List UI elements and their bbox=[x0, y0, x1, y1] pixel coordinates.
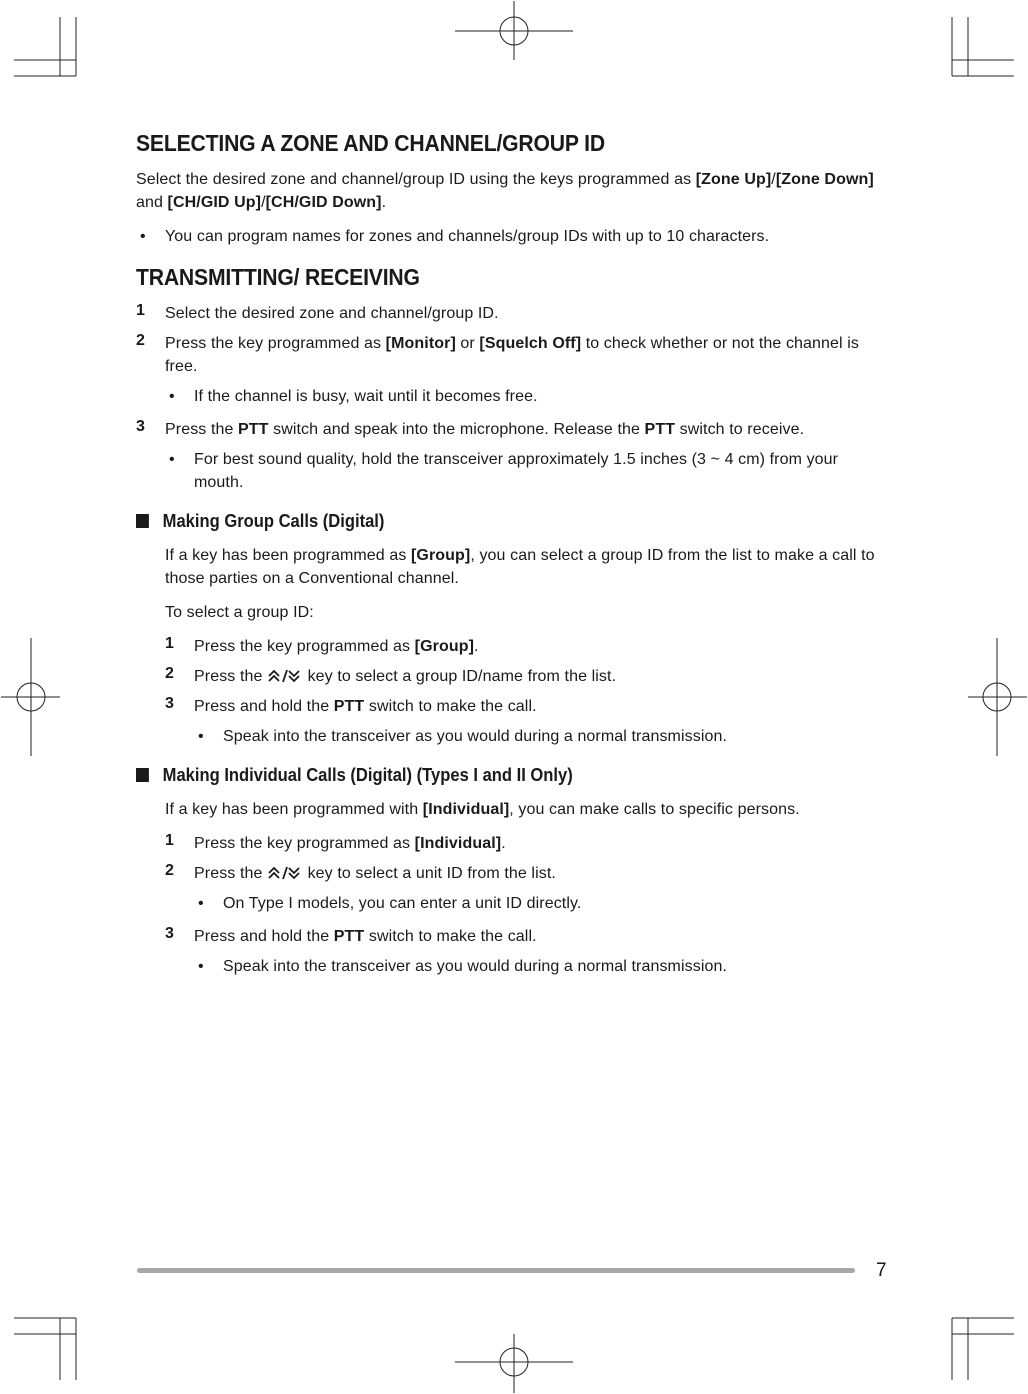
tx-step-3-bullet: • For best sound quality, hold the transceiver approximately 1.5 inches (3 ~ 4 cm) from your mouth. bbox=[165, 448, 881, 494]
tx-step-3: 3 Press the PTT switch and speak into the microphone. Release the PTT switch to receive. bbox=[136, 418, 805, 438]
up-down-arrows-icon bbox=[267, 866, 303, 880]
individual-step-2-bullet: • On Type I models, you can enter a unit ID directly. bbox=[194, 892, 881, 915]
group-step-3-bullet: • Speak into the transceiver as you would during a normal transmission. bbox=[194, 725, 881, 748]
individual-step-3-bullet: • Speak into the transceiver as you would during a normal transmission. bbox=[194, 955, 881, 978]
group-step-2: 2 Press the key to select a group ID/name from the list. bbox=[165, 665, 617, 685]
individual-calls-intro: If a key has been programmed with [Individual], you can make calls to specific persons. bbox=[165, 801, 800, 818]
zone-name-bullet: • You can program names for zones and channels/group IDs with up to 10 characters. bbox=[136, 225, 881, 248]
tx-step-2: 2 Press the key programmed as [Monitor] or [Squelch Off] to check whether or not the channel is free. bbox=[136, 332, 860, 375]
tx-step-1: 1 Select the desired zone and channel/group ID. bbox=[136, 302, 499, 322]
group-select-label: To select a group ID: bbox=[165, 604, 314, 621]
group-calls-intro: If a key has been programmed as [Group], you can select a group ID from the list to make a call to those parties on a Conventional channel. bbox=[165, 547, 875, 587]
group-calls-heading: Making Group Calls (Digital) bbox=[136, 508, 821, 534]
individual-calls-heading: Making Individual Calls (Digital) (Types I and II Only) bbox=[136, 762, 821, 788]
footer-rule bbox=[137, 1268, 855, 1273]
individual-step-1: 1 Press the key programmed as [Individual]. bbox=[165, 832, 506, 852]
section-heading-transmitting: TRANSMITTING/ RECEIVING bbox=[136, 264, 420, 290]
page-content bbox=[136, 128, 881, 988]
section-heading-zone-channel: SELECTING A ZONE AND CHANNEL/GROUP ID bbox=[136, 130, 605, 156]
square-bullet-icon bbox=[136, 514, 149, 528]
tx-step-2-bullet: • If the channel is busy, wait until it becomes free. bbox=[165, 385, 881, 408]
page-number: 7 bbox=[876, 1260, 887, 1281]
up-down-arrows-icon bbox=[267, 669, 303, 683]
group-step-1: 1 Press the key programmed as [Group]. bbox=[165, 635, 479, 655]
individual-step-2: 2 Press the key to select a unit ID from the list. bbox=[165, 862, 556, 882]
zone-channel-intro: Select the desired zone and channel/group ID using the keys programmed as [Zone Up]/[Zone Down] and [CH/GID Up]/[CH/GID Down]. bbox=[136, 171, 874, 211]
square-bullet-icon bbox=[136, 768, 149, 782]
group-step-3: 3 Press and hold the PTT switch to make the call. bbox=[165, 695, 537, 715]
individual-step-3: 3 Press and hold the PTT switch to make the call. bbox=[165, 925, 537, 945]
